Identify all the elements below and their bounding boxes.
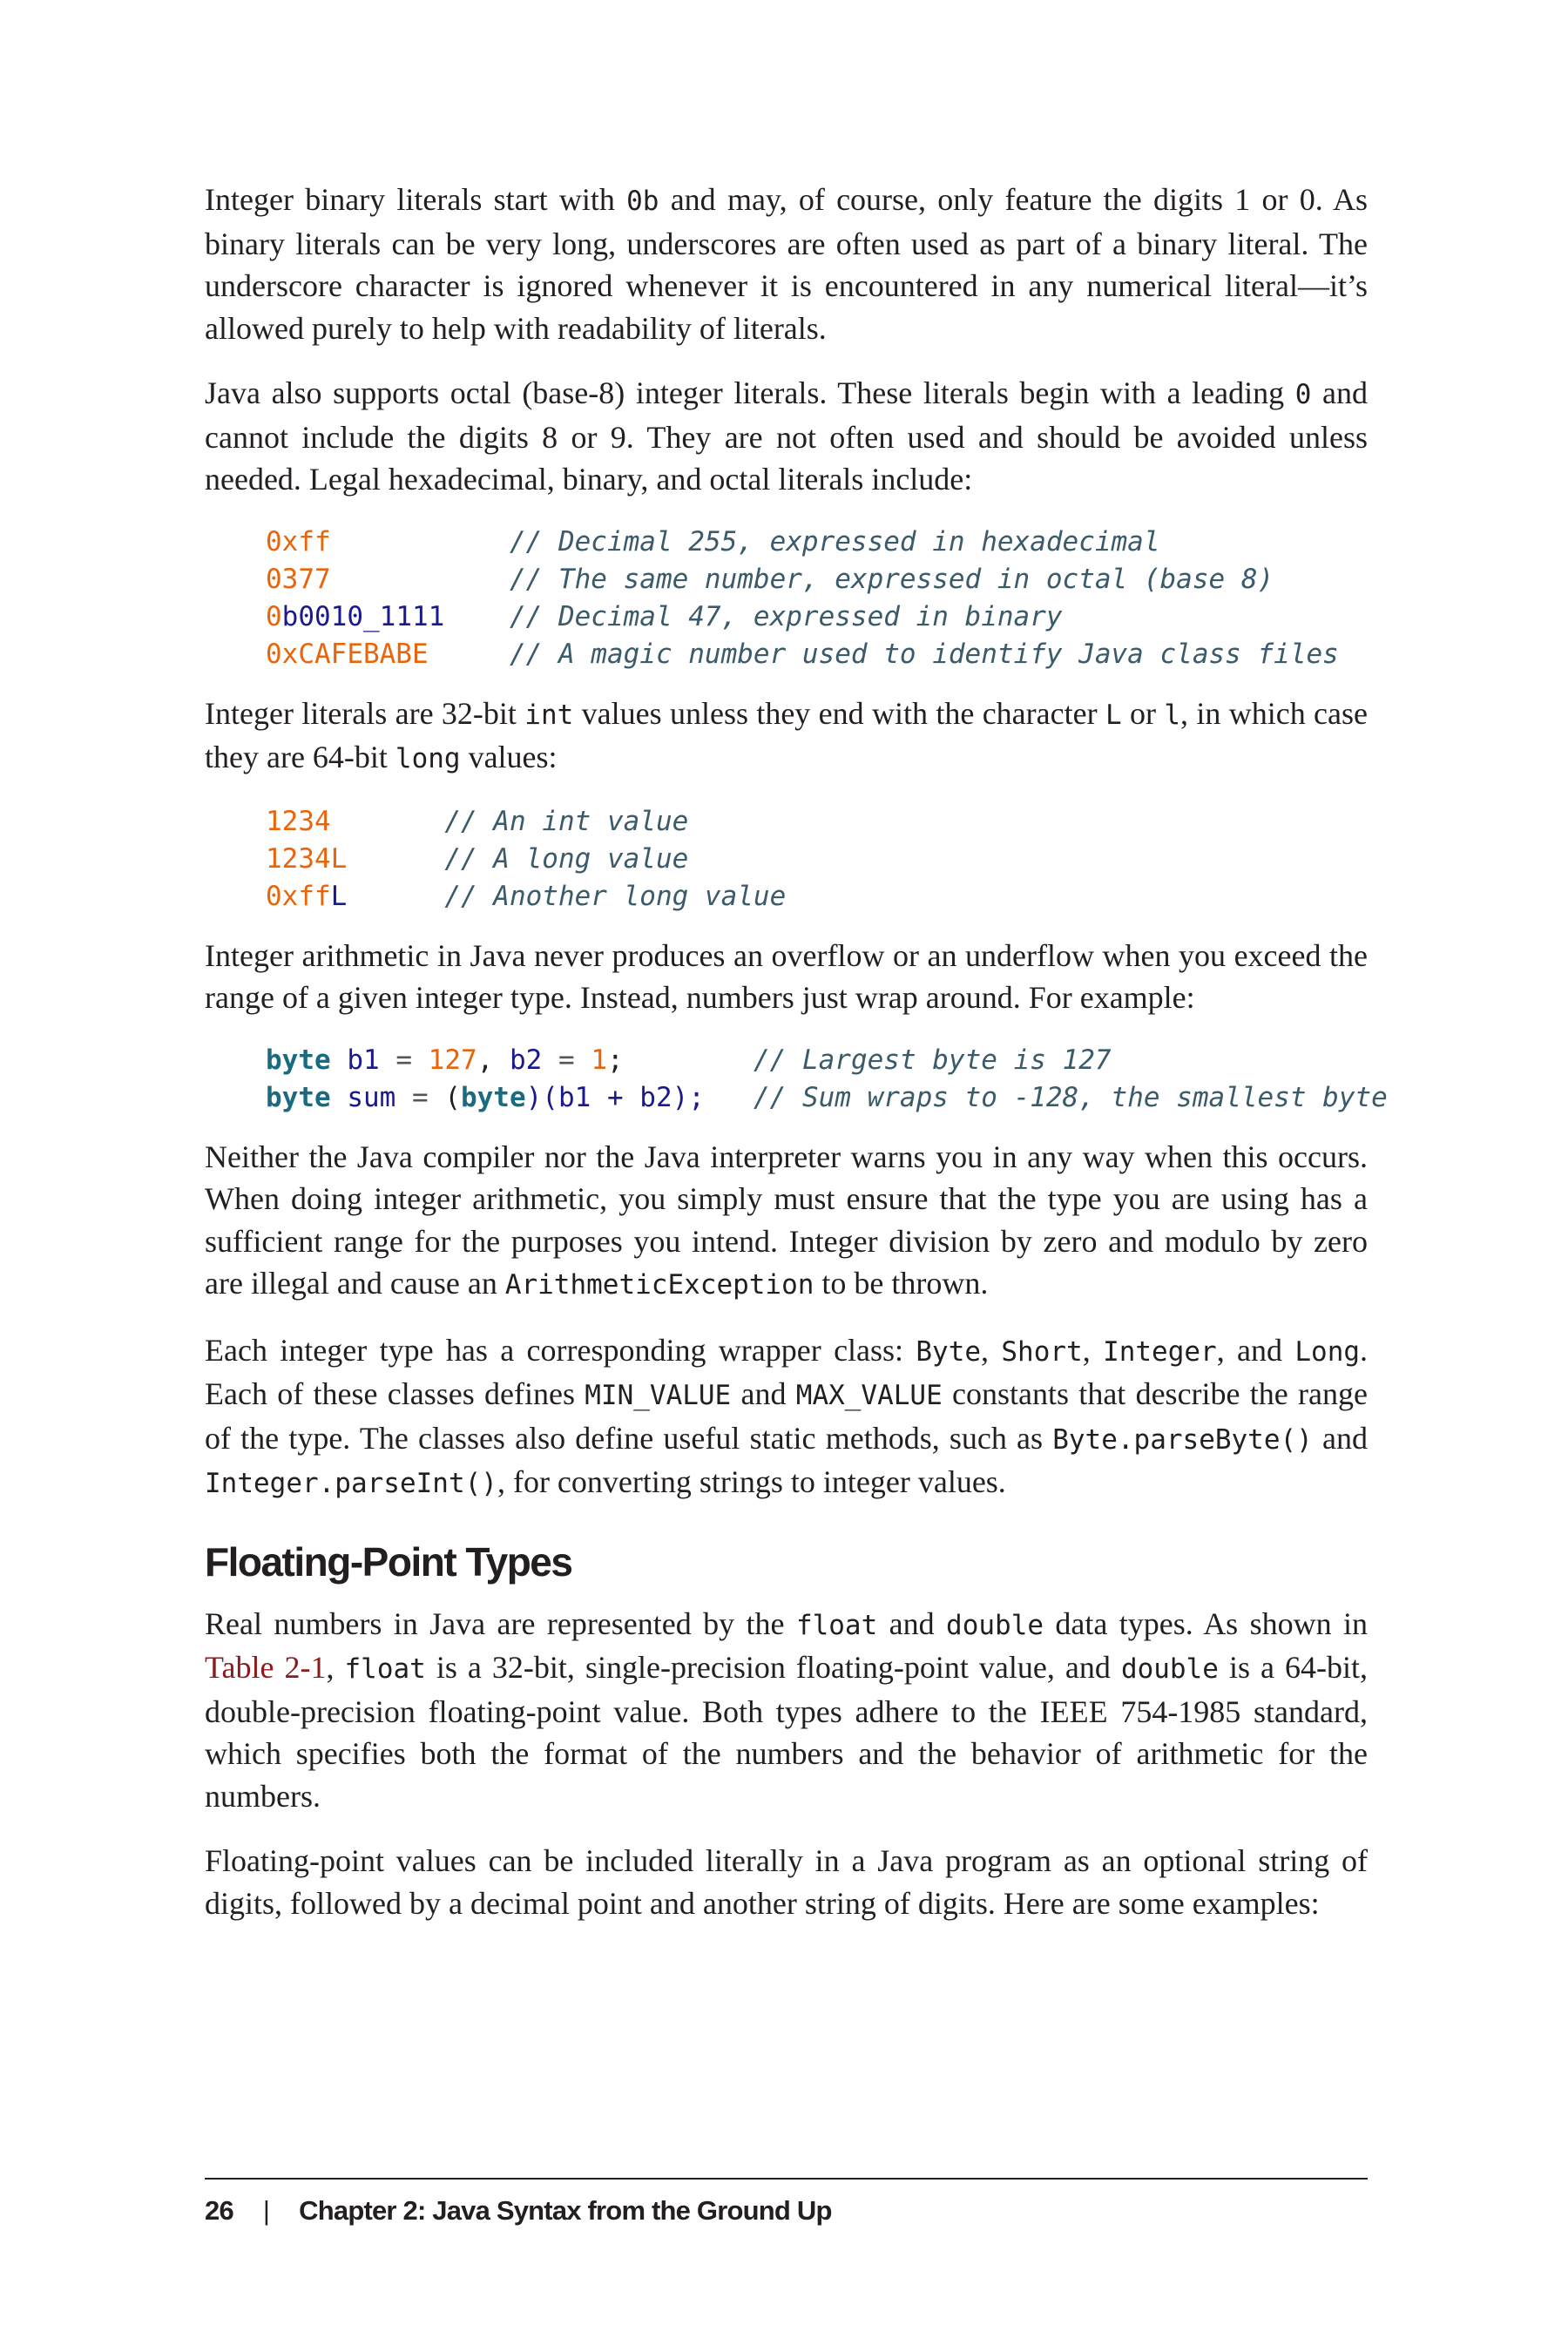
code-identifier: b1 xyxy=(330,1044,396,1076)
table-reference-link[interactable]: Table 2-1 xyxy=(205,1650,327,1685)
code-line xyxy=(266,843,688,875)
code-pad xyxy=(331,526,510,558)
text: Java also supports octal (base-8) integer literals. These literals begin with a leading xyxy=(205,375,1295,410)
code-pad xyxy=(347,843,444,875)
paragraph-float-literals xyxy=(205,1840,1368,1924)
inline-code: double xyxy=(1120,1653,1219,1685)
code-line xyxy=(266,639,1339,670)
inline-code: Byte.parseByte() xyxy=(1052,1423,1313,1456)
code-number: 1 xyxy=(591,1044,607,1076)
code-comment: // An int value xyxy=(444,805,689,837)
code-line xyxy=(266,601,1063,632)
code-pad xyxy=(331,564,510,595)
inline-code: L xyxy=(1105,699,1122,731)
text: , xyxy=(326,1650,345,1685)
code-literal: L xyxy=(330,880,348,912)
paragraph-no-warnings xyxy=(205,1136,1368,1307)
code-operator: = xyxy=(542,1044,591,1076)
inline-code: MIN_VALUE xyxy=(585,1380,732,1411)
code-literal: 0xff xyxy=(266,880,331,912)
text: Integer literals are 32-bit xyxy=(205,695,525,731)
page-number: 26 xyxy=(205,2195,233,2226)
inline-code: double xyxy=(946,1609,1044,1641)
code-block-byte-overflow xyxy=(266,1042,1388,1117)
code-literal: 0xff xyxy=(266,525,331,558)
text: values unless they end with the character xyxy=(573,695,1105,731)
text: data types. As shown in xyxy=(1044,1605,1369,1641)
text: or xyxy=(1121,695,1165,731)
code-line xyxy=(266,564,1274,595)
paragraph-real-numbers xyxy=(205,1603,1368,1818)
code-pad xyxy=(444,601,510,632)
page-content xyxy=(205,179,1388,1947)
code-line xyxy=(266,526,1160,558)
code-pad xyxy=(331,806,445,837)
code-pad xyxy=(705,1082,754,1113)
paragraph-integer-arithmetic xyxy=(205,935,1368,1019)
text: values: xyxy=(460,740,558,774)
code-comment: // Another long value xyxy=(444,880,787,912)
text: and xyxy=(877,1605,947,1641)
text: constants that describe the range of the type. The classes also define useful static methods, such as xyxy=(205,1376,1369,1456)
text: , xyxy=(981,1332,1002,1368)
code-line xyxy=(266,1082,1388,1113)
code-keyword: byte xyxy=(266,1081,331,1113)
code-block-literals xyxy=(266,524,1368,673)
section-heading: Floating-Point Types xyxy=(205,1538,572,1585)
text: and may, of course, only feature the digits 1 or 0. As binary literals can be very long, underscores are often used as part of a binary literal. The underscore character is ignored whenever it is encountered in any numerical literal—it’s allowed purely to help with readability of literals. xyxy=(205,182,1368,346)
code-punct: , xyxy=(476,1044,510,1076)
code-block-int-long xyxy=(266,803,1368,916)
code-keyword: byte xyxy=(460,1081,526,1113)
inline-code: l xyxy=(1164,699,1180,731)
code-comment: // Decimal 255, expressed in hexadecimal xyxy=(509,525,1160,558)
inline-code: 0b xyxy=(626,186,659,217)
text: . Each of these classes defines xyxy=(205,1332,1369,1411)
text: Real numbers in Java are represented by the xyxy=(205,1605,796,1641)
inline-code: 0 xyxy=(1294,379,1312,410)
code-operator: = xyxy=(411,1081,429,1113)
code-comment: // A magic number used to identify Java class files xyxy=(509,638,1339,670)
code-line xyxy=(266,881,786,912)
text: and cannot include the digits 8 or 9. They are not often used and should be avoided unless needed. Legal hexadecimal, binary, and octal literals include: xyxy=(205,375,1368,497)
code-operator: = xyxy=(395,1044,412,1076)
chapter-title: Chapter 2: Java Syntax from the Ground Up xyxy=(299,2195,832,2226)
code-comment: // Sum wraps to -128, the smallest byte xyxy=(753,1081,1388,1113)
inline-code: Long xyxy=(1294,1335,1361,1368)
inline-code: Integer xyxy=(1103,1335,1217,1368)
code-number: 127 xyxy=(428,1044,477,1076)
text: , xyxy=(1082,1332,1104,1368)
code-pad xyxy=(347,881,444,912)
text: , and xyxy=(1216,1332,1295,1368)
code-line xyxy=(266,1044,1112,1076)
inline-code: Byte xyxy=(916,1335,982,1368)
text: and xyxy=(731,1376,796,1411)
code-literal: 0377 xyxy=(266,563,331,595)
inline-code: int xyxy=(524,699,574,731)
code-expression: )(b1 + b2); xyxy=(525,1081,705,1113)
code-literal: 0 xyxy=(266,600,282,632)
code-pad xyxy=(412,1044,429,1076)
paragraph-binary-literals xyxy=(205,179,1368,349)
inline-code: ArithmeticException xyxy=(504,1269,814,1301)
text: is a 64-bit, double-precision floating-point value. Both types adhere to the IEEE 754-1985 standard, which specifies both the format of the numbers and the behavior of arithmetic for the numbers. xyxy=(205,1650,1369,1814)
inline-code: long xyxy=(395,743,461,774)
paragraph-wrapper-classes xyxy=(205,1329,1368,1505)
code-comment: // The same number, expressed in octal (base 8) xyxy=(509,563,1274,595)
text: is a 32-bit, single-precision floating-point value, and xyxy=(425,1650,1121,1685)
page-footer xyxy=(205,2178,1368,2227)
text: Each integer type has a corresponding wrapper class: xyxy=(205,1332,916,1368)
text: Integer binary literals start with xyxy=(205,182,627,217)
code-comment: // Largest byte is 127 xyxy=(753,1044,1112,1076)
code-literal: 0xCAFEBABE xyxy=(266,638,429,670)
code-punct: ; xyxy=(606,1044,624,1076)
inline-code: MAX_VALUE xyxy=(795,1380,943,1411)
code-punct: ( xyxy=(428,1081,461,1113)
text: to be thrown. xyxy=(814,1266,989,1301)
text: Neither the Java compiler nor the Java interpreter warns you in any way when this occurs. When doing integer arithmetic, you simply must ensure that the type you are using has a sufficient range for the purposes you intend. Integer division by zero and modulo by zero are illegal and cause an xyxy=(205,1139,1368,1301)
footer-separator: | xyxy=(262,2195,270,2226)
text: and xyxy=(1312,1420,1368,1456)
code-pad xyxy=(429,639,510,670)
inline-code: float xyxy=(795,1609,878,1641)
text: Floating-point values can be included literally in a Java program as an optional string of digits, followed by a decimal point and another string of digits. Here are some examples: xyxy=(205,1843,1368,1921)
code-comment: // Decimal 47, expressed in binary xyxy=(509,600,1063,632)
text: , for converting strings to integer values. xyxy=(497,1464,1006,1499)
code-line xyxy=(266,806,688,837)
code-pad xyxy=(624,1044,754,1076)
paragraph-int-long-literals xyxy=(205,693,1368,781)
code-identifier: b2 xyxy=(509,1044,543,1076)
code-keyword: byte xyxy=(266,1044,331,1076)
code-literal: 1234L xyxy=(266,842,348,875)
inline-code: float xyxy=(344,1653,426,1685)
code-literal: b0010_1111 xyxy=(281,600,445,632)
paragraph-octal-literals xyxy=(205,372,1368,501)
inline-code: Integer.parseInt() xyxy=(205,1468,497,1499)
code-literal: 1234 xyxy=(266,805,331,837)
code-comment: // A long value xyxy=(444,842,689,875)
inline-code: Short xyxy=(1001,1335,1083,1368)
text: Integer arithmetic in Java never produces an overflow or an underflow when you exceed the range of a given integer type. Instead, numbers just wrap around. For example: xyxy=(205,937,1368,1015)
text: , in which case they are 64-bit xyxy=(205,695,1369,774)
code-identifier: sum xyxy=(330,1081,412,1113)
